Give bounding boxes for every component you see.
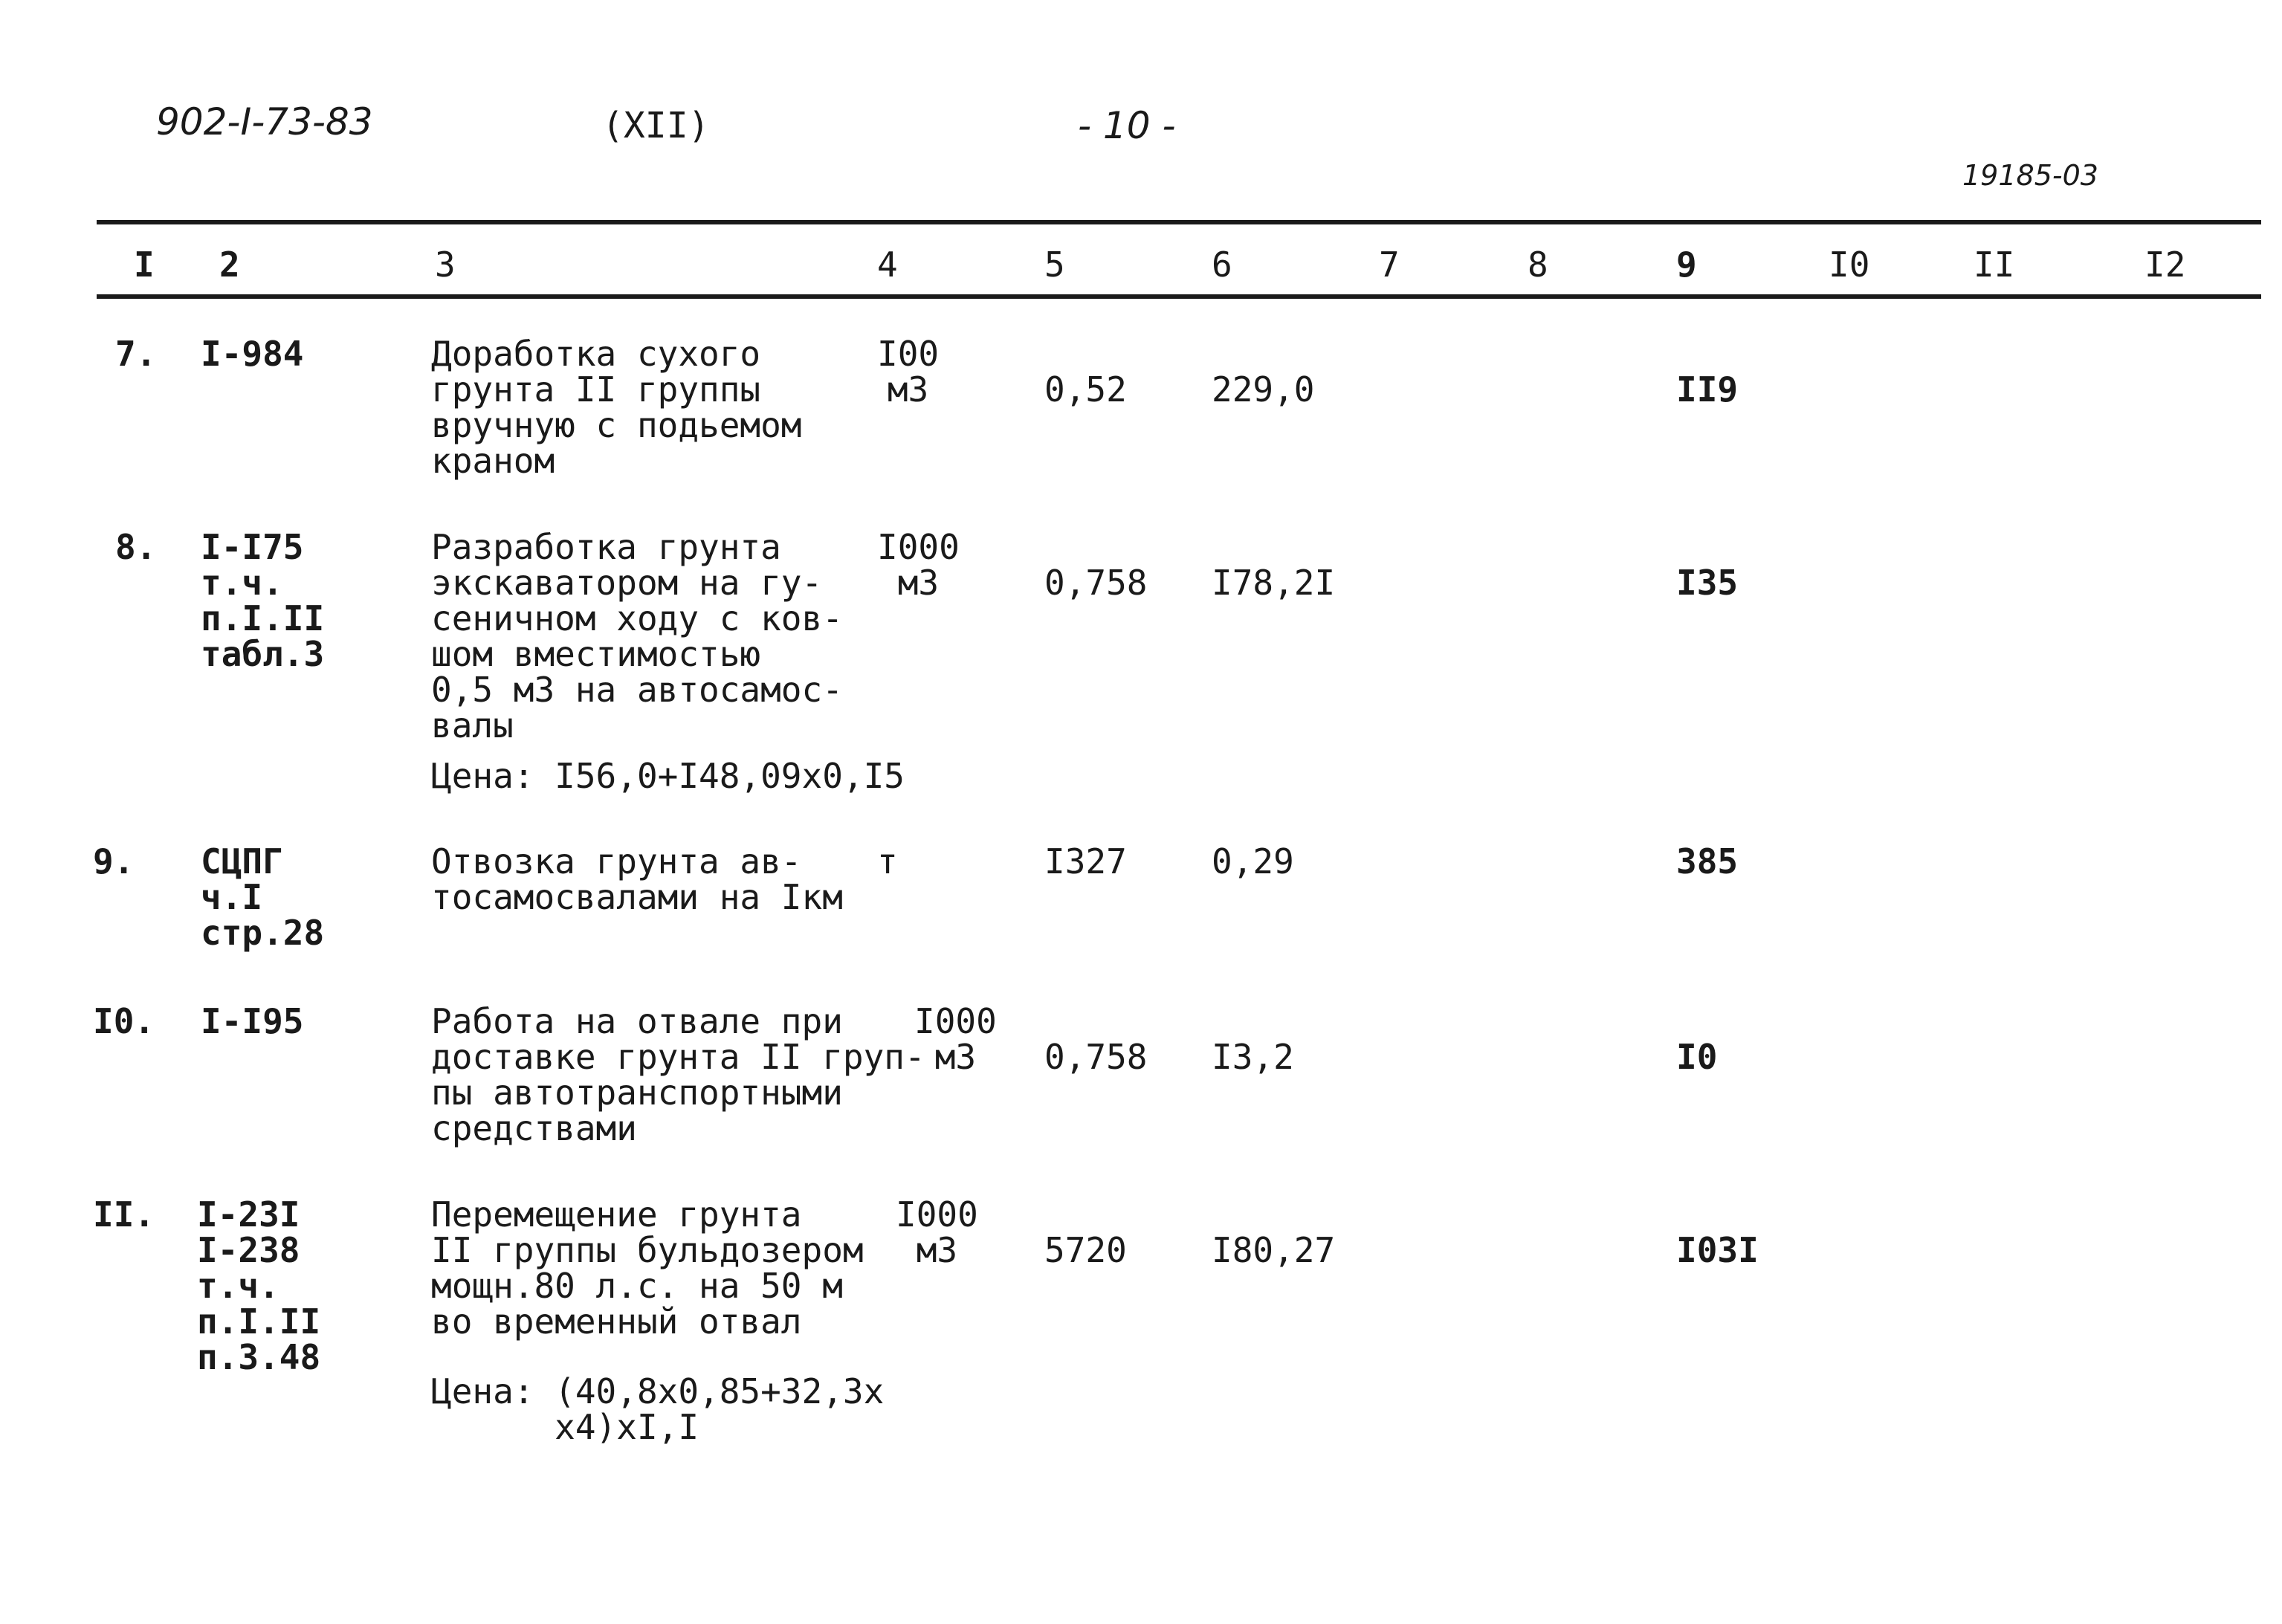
- column-header: 2: [219, 245, 240, 285]
- norm-code: I-984: [201, 334, 304, 374]
- column-header: 4: [877, 245, 898, 285]
- row-number: 9.: [93, 841, 135, 881]
- column-header: 3: [435, 245, 456, 285]
- column-header: I2: [2144, 245, 2186, 285]
- work-description: Перемещение грунта II группы бульдозером мощн.80 л.с. на 50 м во временный отвал: [431, 1194, 864, 1342]
- price-formula: Цена: I56,0+I48,09х0,I5: [431, 756, 905, 796]
- work-description: Отвозка грунта ав- тосамосвалами на Iкм: [431, 841, 843, 917]
- row-number: 7.: [115, 334, 157, 374]
- work-description: Работа на отвале при доставке грунта II груп- пы автотранспортными средствами: [431, 1001, 925, 1148]
- section-number: (XII): [602, 105, 710, 146]
- row-number: I0.: [93, 1001, 155, 1041]
- column-header: I0: [1829, 245, 1870, 285]
- work-description: Разработка грунта экскаватором на гу- сеничном ходу с ков- шом вместимостью 0,5 м3 на автосамос- валы: [431, 527, 843, 745]
- document-code: 902-I-73-83: [156, 100, 373, 143]
- total: I35: [1676, 563, 1739, 603]
- unit: I00 м3: [877, 334, 940, 410]
- column-header: I: [134, 245, 155, 285]
- unit-rate: I78,2I: [1212, 563, 1336, 603]
- page-number: - 10 -: [1078, 104, 1176, 147]
- quantity: 0,758: [1044, 1037, 1148, 1077]
- column-header: 5: [1044, 245, 1065, 285]
- total: I0: [1676, 1037, 1718, 1077]
- column-header: 8: [1528, 245, 1548, 285]
- row-number: 8.: [115, 527, 157, 567]
- unit: т: [877, 841, 898, 881]
- unit: I000 м3: [877, 527, 960, 603]
- column-header: 6: [1212, 245, 1232, 285]
- column-header: II: [1974, 245, 2015, 285]
- quantity: 0,52: [1044, 369, 1127, 410]
- quantity: I327: [1044, 841, 1127, 881]
- unit: I000 м3: [896, 1194, 978, 1270]
- norm-code: СЦПГ ч.I стр.28: [201, 841, 325, 953]
- norm-code: I-23I I-238 т.ч. п.I.II п.3.48: [197, 1194, 321, 1377]
- unit-rate: I3,2: [1212, 1037, 1294, 1077]
- work-description: Доработка сухого грунта II группы вручную с подьемом краном: [431, 334, 802, 481]
- total: I03I: [1676, 1230, 1759, 1270]
- archive-number: 19185-03: [1962, 159, 2098, 192]
- unit-rate: 0,29: [1212, 841, 1294, 881]
- unit-rate: I80,27: [1212, 1230, 1336, 1270]
- unit-rate: 229,0: [1212, 369, 1315, 410]
- row-number: II.: [93, 1194, 155, 1235]
- norm-code: I-I95: [201, 1001, 304, 1041]
- unit: I000 м3: [914, 1001, 997, 1077]
- total: 385: [1676, 841, 1739, 881]
- price-formula: Цена: (40,8х0,85+32,3х х4)хI,I: [431, 1371, 885, 1447]
- table-header-rule: [97, 294, 2261, 299]
- column-header: 9: [1676, 245, 1697, 285]
- norm-code: I-I75 т.ч. п.I.II табл.3: [201, 527, 325, 674]
- column-header: 7: [1379, 245, 1400, 285]
- quantity: 5720: [1044, 1230, 1127, 1270]
- table-top-rule: [97, 220, 2261, 224]
- quantity: 0,758: [1044, 563, 1148, 603]
- total: II9: [1676, 369, 1739, 410]
